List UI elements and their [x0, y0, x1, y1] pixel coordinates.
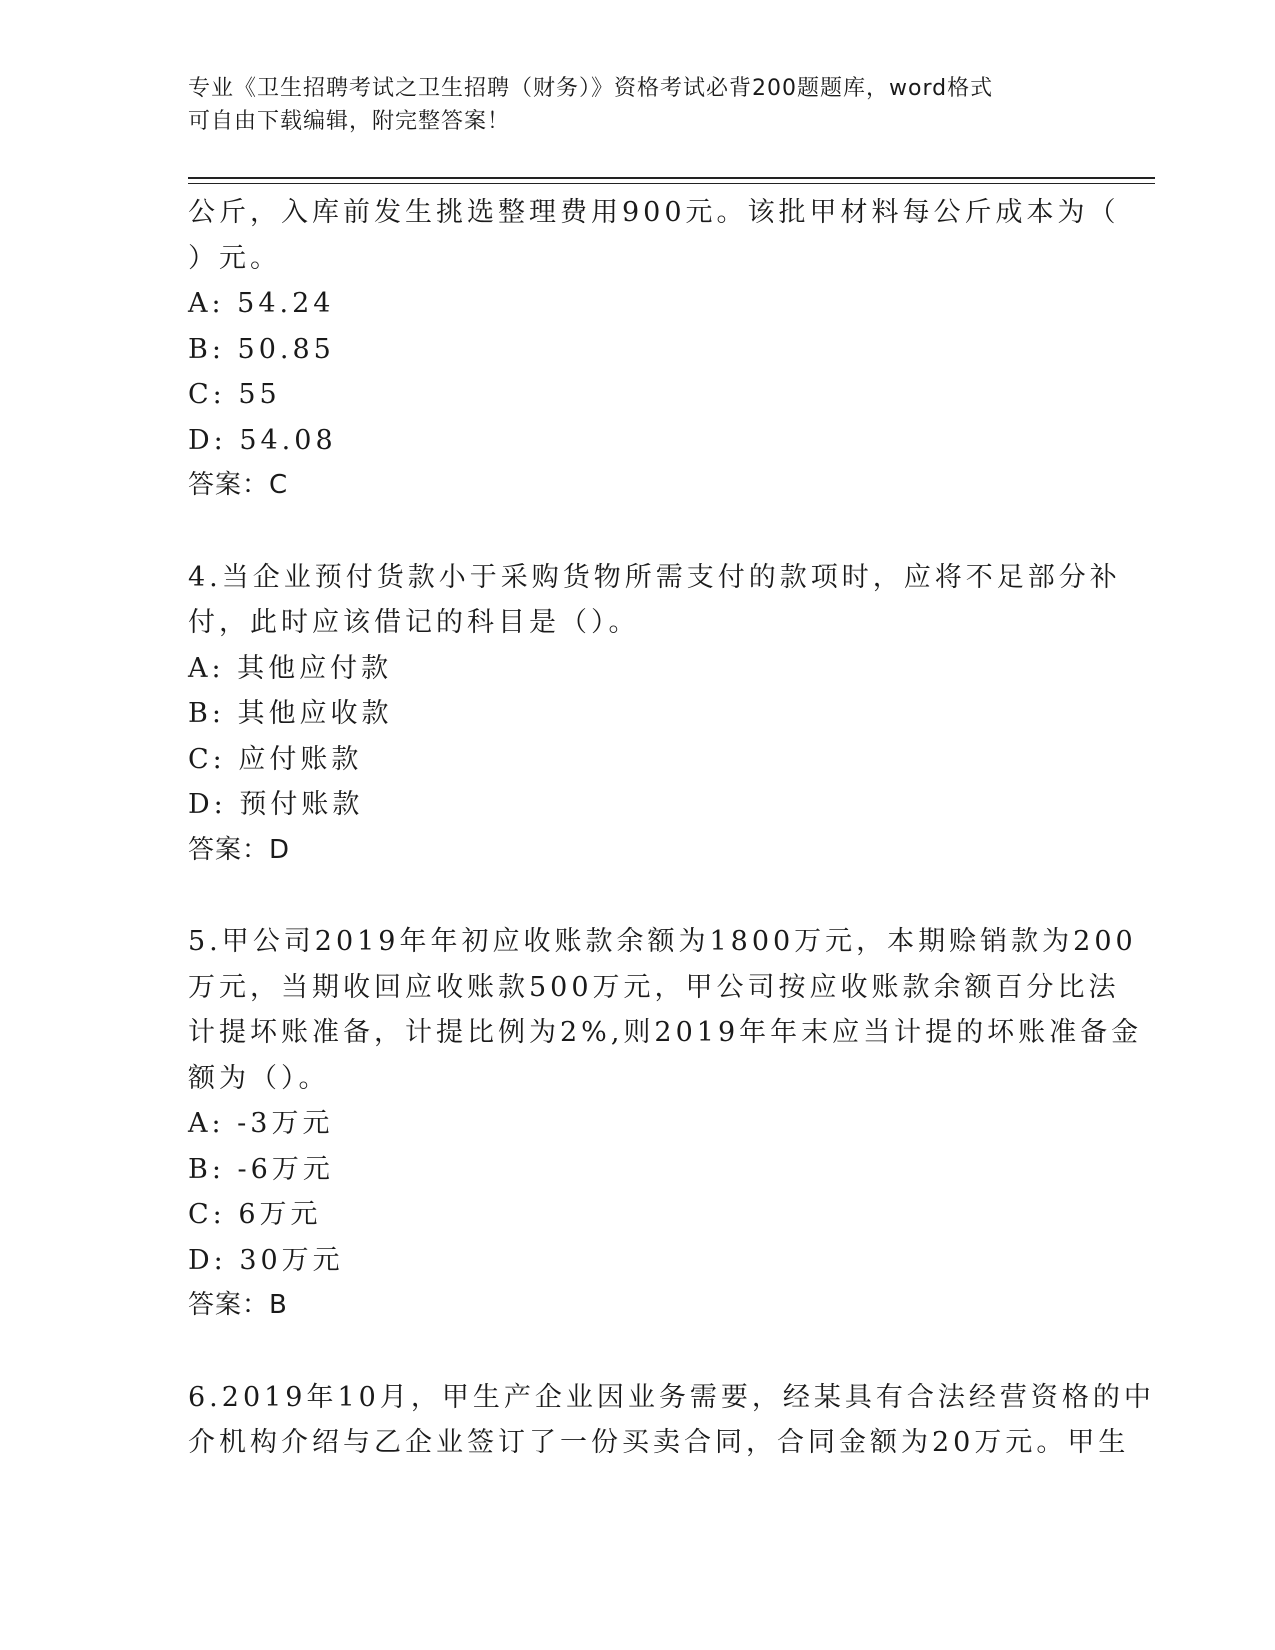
option-c: C: 应付账款: [188, 743, 363, 775]
question-text-line: 计提坏账准备，计提比例为2%,则2019年年末应当计提的坏账准备金: [188, 1017, 1143, 1048]
option-d: D: 54.08: [188, 424, 337, 456]
question-4: [188, 555, 1121, 874]
option-a: A: 54.24: [188, 288, 335, 319]
option-c: C: 55: [188, 379, 281, 410]
option-a: A: 其他应付款: [188, 652, 393, 684]
question-text-line: 公斤，入库前发生挑选整理费用900元。该批甲材料每公斤成本为（: [188, 197, 1120, 228]
question-text-line: 介机构介绍与乙企业签订了一份买卖合同，合同金额为20万元。甲生: [188, 1427, 1130, 1458]
question-6: [188, 1375, 1155, 1466]
question-5: [188, 919, 1143, 1329]
document-body: [188, 190, 1155, 1466]
question-text-line: 4.当企业预付货款小于采购货物所需支付的款项时，应将不足部分补: [188, 561, 1121, 593]
question-3: [188, 190, 1120, 509]
option-b: B: 50.85: [188, 333, 335, 365]
answer: 答案：C: [188, 470, 289, 500]
answer: 答案：B: [188, 1290, 288, 1320]
option-c: C: 6万元: [188, 1199, 322, 1230]
answer: 答案：D: [188, 834, 291, 865]
option-b: B: -6万元: [188, 1153, 334, 1185]
header-rule-thick: [188, 177, 1155, 179]
option-b: B: 其他应收款: [188, 698, 393, 729]
question-text-line: 5.甲公司2019年年初应收账款余额为1800万元，本期赊销款为200: [188, 926, 1137, 957]
question-text-line: ）元。: [188, 242, 281, 274]
question-text-line: 万元，当期收回应收账款500万元，甲公司按应收账款余额百分比法: [188, 971, 1120, 1003]
header-line-1: 专业《卫生招聘考试之卫生招聘（财务）》资格考试必背200题题库，word格式: [188, 76, 994, 101]
question-text-line: 付，此时应该借记的科目是（）。: [188, 607, 640, 638]
header-line-2: 可自由下载编辑，附完整答案！: [188, 109, 511, 134]
question-text-line: 6.2019年10月，甲生产企业因业务需要，经某具有合法经营资格的中: [188, 1381, 1155, 1413]
option-d: D: 30万元: [188, 1244, 344, 1276]
option-d: D: 预付账款: [188, 789, 364, 820]
question-text-line: 额为（）。: [188, 1062, 330, 1094]
document-header: [188, 72, 1088, 138]
header-rule-thin: [188, 183, 1155, 184]
option-a: A: -3万元: [188, 1108, 334, 1139]
